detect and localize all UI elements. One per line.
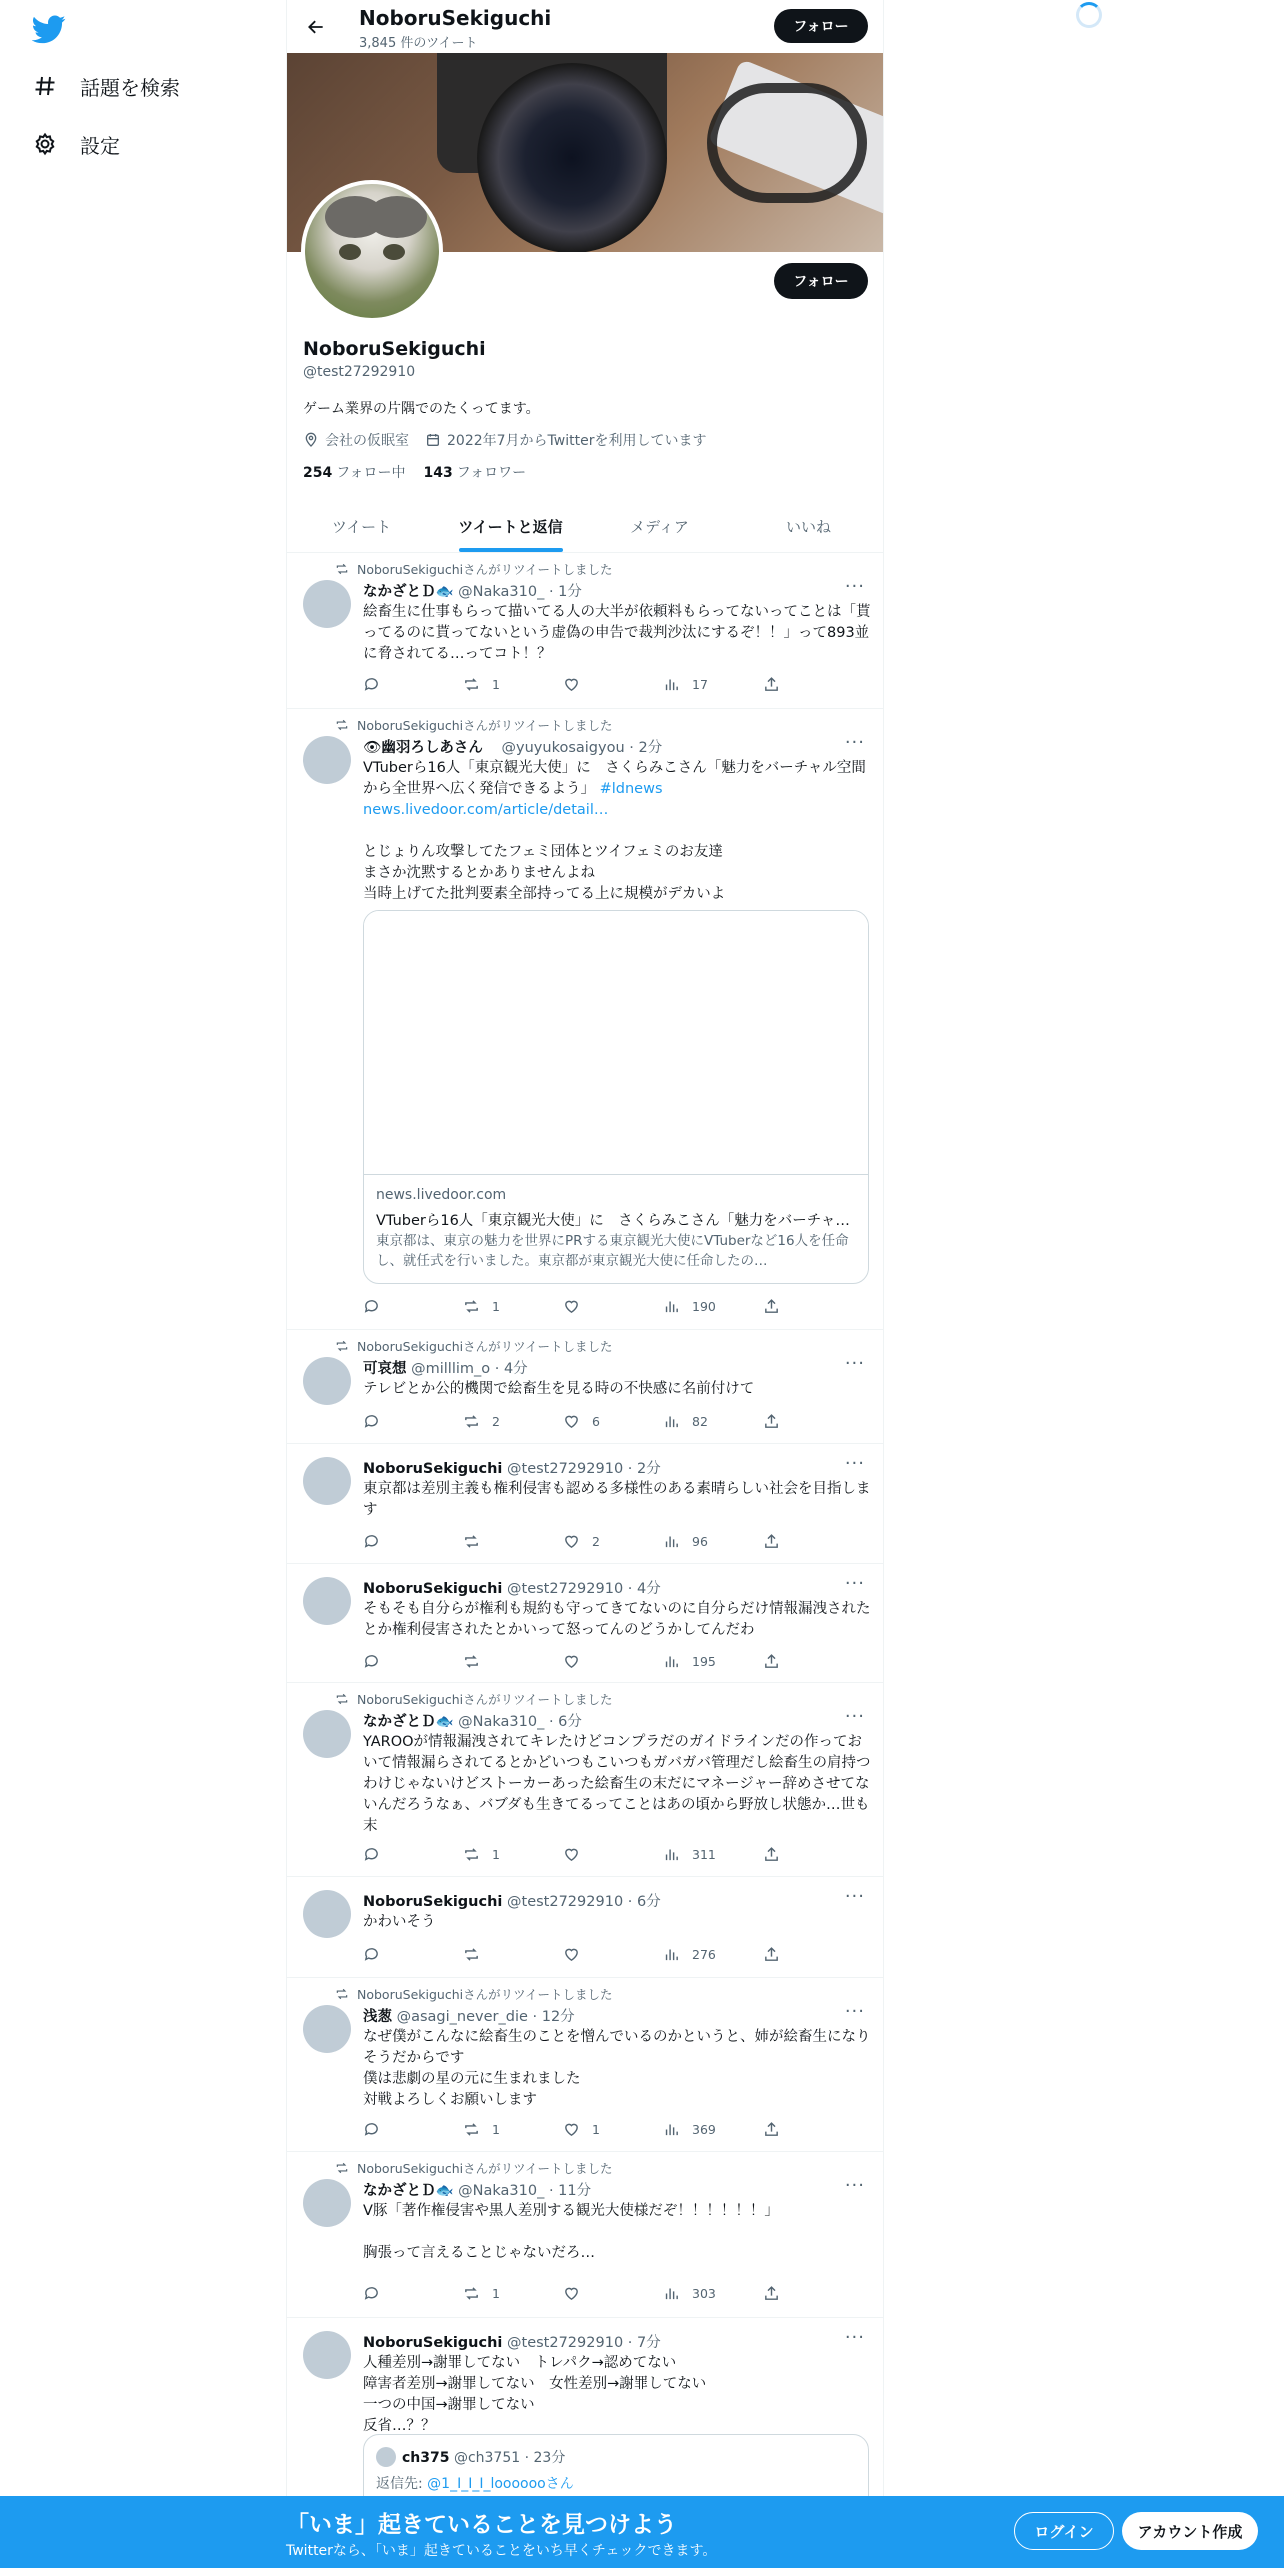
tweet-author-name[interactable]: NoboruSekiguchi [363,1581,503,1597]
share-icon [763,2285,780,2302]
share-button[interactable] [763,1844,803,1864]
tweet[interactable] [287,710,883,1330]
share-button[interactable] [763,1411,803,1431]
signup-banner [0,2496,1284,2568]
reply-button[interactable] [363,2283,463,2303]
back-arrow-icon[interactable] [301,12,331,42]
like-button[interactable]: 2 [563,1531,663,1551]
views-button[interactable]: 195 [663,1651,763,1671]
tweet-actions [363,1531,803,1551]
retweet-button[interactable]: 1 [463,1296,563,1316]
tweet-author-handle[interactable]: @test27292910 · 6分 [507,1894,661,1910]
views-chart-icon [663,1653,680,1670]
retweet-button[interactable] [463,1531,563,1551]
like-button[interactable]: 6 [563,1411,663,1431]
retweet-indicator: NoboruSekiguchiさんがリツイートしました [335,560,612,578]
share-button[interactable] [763,2283,803,2303]
nav-explore[interactable] [32,64,180,108]
more-options-icon[interactable]: ··· [844,1706,865,1727]
tweet[interactable] [287,2153,883,2318]
retweet-icon [463,676,480,693]
signup-subline: Twitterなら、「いま」起きていることをいち早くチェックできます。 [286,2543,717,2559]
views-button[interactable]: 17 [663,674,763,694]
retweet-icon [463,2285,480,2302]
share-icon [763,1946,780,1963]
profile-bio: ゲーム業界の片隅でのたくってます。 [303,401,540,417]
retweet-icon [335,718,349,732]
retweet-icon [335,2161,349,2175]
followers-link[interactable]: 143 フォロワー [423,465,527,481]
calendar-icon [425,432,441,448]
reply-icon [363,2121,380,2138]
avatar[interactable] [303,1357,351,1405]
tweet-header [363,1710,582,1731]
views-button[interactable]: 369 [663,2119,763,2139]
tab-media[interactable]: メディア [630,517,689,536]
header-follow-button[interactable]: フォロー [774,9,868,43]
tweet-actions [363,2119,803,2139]
login-button[interactable]: ログイン [1014,2512,1114,2550]
avatar[interactable] [303,1457,351,1505]
reply-icon [363,1533,380,1550]
retweet-button[interactable] [463,1651,563,1671]
tweet-author-handle[interactable]: @yuyukosaigyou · 2分 [501,740,663,756]
reply-icon [363,676,380,693]
views-button[interactable]: 311 [663,1844,763,1864]
fish-emoji-icon: 🐟 [435,1714,454,1730]
tweet-actions [363,1944,803,1964]
retweet-indicator: NoboruSekiguchiさんがリツイートしました [335,716,612,734]
following-link[interactable]: 254 フォロー中 [303,465,406,481]
share-button[interactable] [763,1944,803,1964]
link-card[interactable] [363,910,869,1284]
views-chart-icon [663,1413,680,1430]
tweet-text: 東京都は差別主義も権利侵害も認める多様性のある素晴らしい社会を目指します [363,1481,871,1518]
reply-button[interactable] [363,674,463,694]
tweet-author-name[interactable]: NoboruSekiguchi [363,1894,503,1910]
retweet-indicator: NoboruSekiguchiさんがリツイートしました [335,1690,612,1708]
tweet-text: VTuberら16人「東京観光大使」に さくらみこさん「魅力をバーチャル空間から全世界へ広く発信できるよう」 #ldnews news.livedoor.com/article/detail… とじょりん攻撃してたフェミ団体とツイフェミのお友達 まさか沈黙するとかありませんよね 当時上げてた批判要素全部持ってる上に規模がデカいよ [363,760,866,902]
retweet-icon [463,1298,480,1315]
tweet-author-name[interactable]: なかざとＤ [363,2183,436,2199]
more-options-icon[interactable]: ··· [844,2175,865,2196]
heart-icon [563,1298,580,1315]
views-button[interactable]: 96 [663,1531,763,1551]
tweet-header [363,1577,661,1598]
tweet-header [363,1457,661,1478]
avatar[interactable] [303,1710,351,1758]
link-card-description: 東京都は、東京の魅力を世界にPRする東京観光大使にVTuberなど16人を任命し、就任式を行いました。東京都が東京観光大使に任命したの… [376,1233,849,1269]
reply-icon [363,1413,380,1430]
link-card-domain: news.livedoor.com [376,1187,507,1203]
reply-button[interactable] [363,1651,463,1671]
signup-button[interactable]: アカウント作成 [1122,2512,1258,2550]
banner-camera-strap [707,83,867,203]
article-link[interactable]: news.livedoor.com/article/detail… [363,802,609,818]
reply-button[interactable] [363,2119,463,2139]
tweet-header [363,736,662,757]
quoted-author-handle: @ch3751 · 23分 [453,2450,566,2466]
profile-follow-button[interactable]: フォロー [774,263,868,299]
loading-spinner-icon [1076,2,1102,28]
retweet-button[interactable]: 1 [463,2283,563,2303]
share-icon [763,1413,780,1430]
twitter-bird-icon[interactable] [32,12,66,46]
like-button[interactable] [563,1651,663,1671]
avatar[interactable] [303,580,351,628]
profile-tabs [287,500,883,553]
retweet-icon [463,1946,480,1963]
views-button[interactable]: 82 [663,1411,763,1431]
views-chart-icon [663,1946,680,1963]
views-chart-icon [663,2285,680,2302]
tweet-author-name[interactable]: なかざとＤ [363,1714,436,1730]
reply-icon [363,1846,380,1863]
share-icon [763,2121,780,2138]
left-navigation [0,0,286,2568]
quoted-author-name: ch375 [402,2450,450,2466]
views-button[interactable]: 276 [663,1944,763,1964]
profile-name: NoboruSekiguchi [303,338,486,360]
views-chart-icon [663,2121,680,2138]
reply-icon [363,1298,380,1315]
heart-icon [563,1653,580,1670]
banner-camera-lens [477,63,667,252]
share-button[interactable] [763,1651,803,1671]
tweet-header [363,1890,661,1911]
tweet-text: テレビとか公的機関で絵畜生を見る時の不快感に名前付けて [363,1381,755,1397]
tweet-author-name[interactable]: NoboruSekiguchi [363,1461,503,1477]
more-options-icon[interactable]: ··· [844,1886,865,1907]
heart-icon [563,1846,580,1863]
retweet-button[interactable]: 2 [463,1411,563,1431]
link-card-image [364,911,868,1175]
share-icon [763,676,780,693]
tweet-text: なぜ僕がこんなに絵畜生のことを憎んでいるのかというと、姉が絵畜生になりそうだからです 僕は悲劇の星の元に生まれました 対戦よろしくお願いします [363,2029,871,2108]
views-chart-icon [663,1846,680,1863]
tweet-actions [363,1651,803,1671]
like-button[interactable] [563,1296,663,1316]
views-chart-icon [663,1298,680,1315]
retweet-icon [463,1653,480,1670]
reply-button[interactable] [363,1944,463,1964]
tab-tweets-and-replies[interactable]: ツイートと返信 [436,500,585,552]
like-button[interactable] [563,2283,663,2303]
tweet-actions [363,674,803,694]
more-options-icon[interactable]: ··· [844,732,865,753]
quoted-reply-to: 返信先: @1_I_I_I_looooooさん [376,2476,574,2492]
reply-icon [363,1946,380,1963]
nav-settings-label: 設定 [80,133,120,158]
heart-icon [563,1946,580,1963]
retweet-icon [335,1987,349,2001]
avatar[interactable] [303,1890,351,1938]
retweet-icon [463,1413,480,1430]
share-button[interactable] [763,674,803,694]
header-tweet-count: 3,845 件のツイート [359,36,478,51]
tweet-author-name[interactable]: なかざとＤ [363,584,436,600]
tweet-author-name[interactable]: 浅葱 [363,2009,392,2025]
more-options-icon[interactable]: ··· [844,1353,865,1374]
profile-avatar[interactable] [301,180,443,322]
tweet[interactable] [287,554,883,709]
tweet-author-handle[interactable]: @asagi_never_die · 12分 [396,2009,575,2025]
share-button[interactable] [763,2119,803,2139]
views-chart-icon [663,1533,680,1550]
retweet-indicator: NoboruSekiguchiさんがリツイートしました [335,1985,612,2003]
tweet-text: V豚「著作権侵害や黒人差別する観光大使様だぞ！！！！！！」 胸張って言えることじゃないだろ… [363,2203,779,2261]
more-options-icon[interactable]: ··· [844,1453,865,1474]
views-button[interactable]: 190 [663,1296,763,1316]
fish-emoji-icon: 🐟 [435,584,454,600]
share-icon [763,1533,780,1550]
tweet[interactable] [287,1565,883,1683]
avatar[interactable] [303,1577,351,1625]
heart-icon [563,1533,580,1550]
tweet-actions [363,1411,803,1431]
retweet-indicator: NoboruSekiguchiさんがリツイートしました [335,2159,612,2177]
tweet-header [363,2005,575,2026]
location-pin-icon [303,432,319,448]
tab-tweets[interactable]: ツイート [331,517,392,536]
tweet[interactable] [287,1331,883,1444]
reply-icon [363,1653,380,1670]
more-options-icon[interactable]: ··· [844,576,865,597]
tweet-author-name[interactable]: 可哀想 [363,1361,407,1377]
views-chart-icon [663,676,680,693]
hashtag-link[interactable]: #ldnews [599,781,663,797]
tweet-text: 人種差別→謝罪してない トレパク→認めてない 障害者差別→謝罪してない 女性差別→謝罪してない 一つの中国→謝罪してない 反省…？？ [363,2355,707,2434]
profile-meta [303,430,706,450]
reply-button[interactable] [363,1844,463,1864]
avatar[interactable] [303,736,351,784]
profile-timeline-column [286,0,884,2568]
link-card-title: VTuberら16人「東京観光大使」に さくらみこさん「魅力をバーチャ… [376,1213,850,1229]
gear-icon [32,131,58,157]
avatar[interactable] [303,2179,351,2227]
tweet[interactable] [287,1684,883,1877]
retweet-icon [335,1692,349,1706]
like-button[interactable] [563,1944,663,1964]
quoted-header [402,2447,565,2467]
retweet-icon [335,562,349,576]
share-button[interactable] [763,1531,803,1551]
share-button[interactable] [763,1296,803,1316]
profile-joined-date: 2022年7月からTwitterを利用しています [425,430,706,450]
reply-icon [363,2285,380,2302]
avatar-eye-left [339,244,361,260]
views-button[interactable]: 303 [663,2283,763,2303]
tweet-header [363,2331,661,2352]
quoted-avatar [376,2447,396,2467]
fish-emoji-icon: 🐟 [435,2183,454,2199]
tweet-author-handle[interactable]: @Naka310_ · 11分 [458,2183,592,2199]
hashtag-icon [32,73,58,99]
profile-follow-stats [303,462,526,482]
share-icon [763,1298,780,1315]
tweet[interactable] [287,1878,883,1978]
tweet-header [363,580,582,601]
like-button[interactable]: 1 [563,2119,663,2139]
retweet-icon [463,1533,480,1550]
like-button[interactable] [563,1844,663,1864]
nav-explore-label: 話題を検索 [80,75,180,100]
reply-button[interactable] [363,1296,463,1316]
more-options-icon[interactable]: ··· [844,2001,865,2022]
tweet-author-handle[interactable]: @Naka310_ · 6分 [458,1714,582,1730]
tweet-author-name[interactable]: 幽羽ろしあさん [381,740,483,756]
tab-likes[interactable]: いいね [785,517,831,536]
tweet-header [363,2179,591,2200]
reply-button[interactable] [363,1411,463,1431]
tweet-text: YAROOが情報漏洩されてキレたけどコンプラだのガイドラインだの作っておいて情報漏らされてるとかどいつもこいつもガバガバ管理だし絵畜生の肩持つわけじゃないけどストーカーあった絵畜生の末だにマネージャー辞めさせてないんだろうなぁ、バブダも生きてるってことはあの頃から野放し状態か…世も末 [363,1734,871,1834]
retweet-button[interactable]: 1 [463,2119,563,2139]
eye-emoji-icon: 👁 [363,740,382,756]
more-options-icon[interactable]: ··· [844,2327,865,2348]
tweet-text: そもそも自分らが権利も規約も守ってきてないのに自分らだけ情報漏洩されたとか権利侵害されたとかいって怒ってんのどうかしてんだわ [363,1601,871,1638]
retweet-icon [463,2121,480,2138]
tweet-author-handle[interactable]: @Naka310_ · 1分 [458,584,582,600]
tweet-author-handle[interactable]: @milllim_o · 4分 [411,1361,528,1377]
tweet-actions [363,1844,803,1864]
retweet-icon [463,1846,480,1863]
profile-header-bar [287,0,883,53]
avatar-eye-right [383,244,405,260]
tweet-author-handle[interactable]: @test27292910 · 4分 [507,1581,661,1597]
heart-icon [563,2121,580,2138]
tweet-actions [363,2283,803,2303]
share-icon [763,1653,780,1670]
tweet-author-handle[interactable]: @test27292910 · 7分 [507,2335,661,2351]
retweet-indicator: NoboruSekiguchiさんがリツイートしました [335,1337,612,1355]
heart-icon [563,2285,580,2302]
heart-icon [563,1413,580,1430]
retweet-button[interactable] [463,1944,563,1964]
avatar[interactable] [303,2331,351,2379]
avatar[interactable] [303,2005,351,2053]
tweet-text: かわいそう [363,1914,436,1930]
retweet-button[interactable]: 1 [463,1844,563,1864]
tweet-author-handle[interactable]: @test27292910 · 2分 [507,1461,661,1477]
like-button[interactable] [563,674,663,694]
tweet[interactable] [287,1979,883,2152]
tweet-text: 絵畜生に仕事もらって描いてる人の大半が依頼料もらってないってことは「貰ってるのに貰ってないという虚偽の申告で裁判沙汰にするぞ！！」って893並に脅されてる…ってコト！？ [363,604,871,662]
nav-settings[interactable] [32,122,120,166]
tweet[interactable] [287,1445,883,1564]
tweet-author-name[interactable]: NoboruSekiguchi [363,2335,503,2351]
retweet-button[interactable]: 1 [463,674,563,694]
signup-headline: 「いま」起きていることを見つけよう [286,2512,677,2538]
more-options-icon[interactable]: ··· [844,1573,865,1594]
profile-location: 会社の仮眠室 [303,430,409,450]
retweet-icon [335,1339,349,1353]
share-icon [763,1846,780,1863]
reply-button[interactable] [363,1531,463,1551]
tweet-actions [363,1296,803,1316]
profile-handle: @test27292910 [303,364,416,380]
heart-icon [563,676,580,693]
header-profile-name: NoboruSekiguchi [359,6,552,30]
tweet-header [363,1357,528,1378]
